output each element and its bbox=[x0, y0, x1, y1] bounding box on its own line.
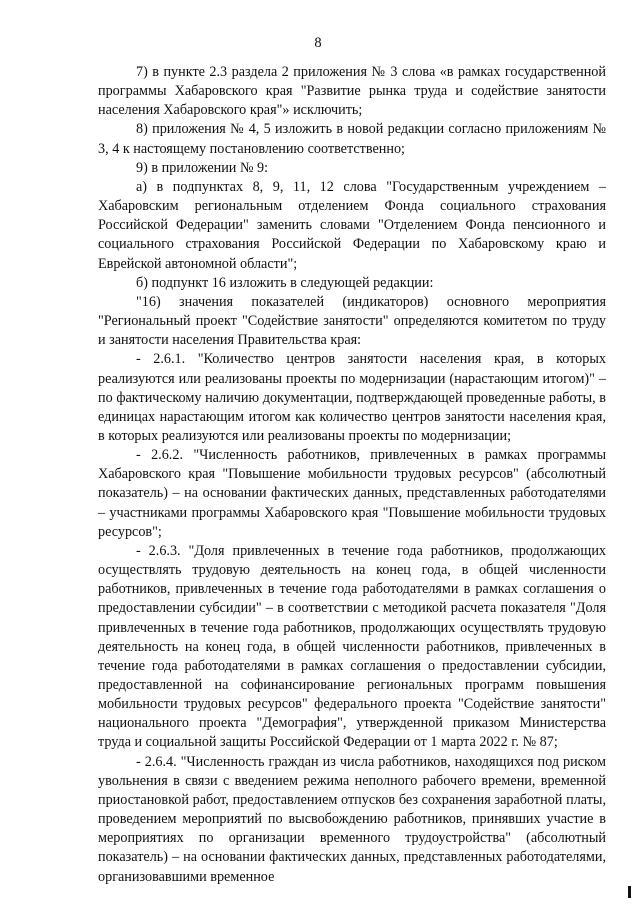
paragraph-indicator-2-6-3: - 2.6.3. "Доля привлеченных в течение года работников, продолжающих осуществлять трудовую деятельность на конец года, в общей численности работников, привлеченных в течение года работодателями в рамках соглашения о предоставлении субсидии" – в соответствии с методикой расчета показателя "Доля привлеченных в течение года работников, продолжающих осуществлять трудовую деятельность на конец года, в общей численности работников, привлеченных в течение года работодателями в рамках соглашения о предоставлении субсидии, предоставленной на софинансирование региональных программ повышения мобильности трудовых ресурсов" федерального проекта "Содействие занятости" национального проекта "Демография", утвержденной приказом Министерства труда и социальной защиты Российской Федерации от 1 марта 2022 г. № 87; bbox=[98, 542, 606, 751]
paragraph-item-8: 8) приложения № 4, 5 изложить в новой редакции согласно приложениям № 3, 4 к настоящему постановлению соответственно; bbox=[98, 121, 606, 157]
paragraph-indicator-2-6-1: - 2.6.1. "Количество центров занятости населения края, в которых реализуются или реализованы проекты по модернизации (нарастающим итогом)" – по фактическому наличию документации, подтверждающей проведенные работы, в единицах нарастающим итогом как количество центров занятости населения края, в которых реализуются или реализованы проекты по модернизации; bbox=[98, 351, 606, 444]
page-number: 8 bbox=[314, 35, 322, 51]
paragraph-subpoint-16: "16) значения показателей (индикаторов) основного мероприятия "Региональный проект "Содействие занятости" определяются комитетом по труду и занятости населения Правительства края: bbox=[98, 293, 606, 349]
document-body bbox=[98, 63, 606, 887]
paragraph-subitem-b: б) подпункт 16 изложить в следующей редакции: bbox=[136, 274, 434, 291]
scan-mark bbox=[628, 886, 631, 898]
paragraph-indicator-2-6-2: - 2.6.2. "Численность работников, привлеченных в рамках программы Хабаровского края "Повышение мобильности трудовых ресурсов" (абсолютный показатель) – на основании фактических данных, представленных работодателями – участниками программы Хабаровского края "Повышение мобильности трудовых ресурсов"; bbox=[98, 447, 606, 540]
paragraph-indicator-2-6-4: - 2.6.4. "Численность граждан из числа работников, находящихся под риском увольнения в связи с введением режима неполного рабочего времени, временной приостановкой работ, предоставлением отпусков без сохранения заработной платы, проведением мероприятий по высвобождению работников, принявших участие в мероприятиях по организации временного трудоустройства" (абсолютный показатель) – на основании фактических данных, представленных работодателями, организовавшими временное bbox=[98, 753, 606, 885]
paragraph-subitem-a: а) в подпунктах 8, 9, 11, 12 слова "Государственным учреждением – Хабаровским региональным отделением Фонда социального страхования Российской Федерации" заменить словами "Отделением Фонда пенсионного и социального страхования Российской Федерации по Хабаровскому краю и Еврейской автономной области"; bbox=[98, 178, 606, 272]
paragraph-item-7: 7) в пункте 2.3 раздела 2 приложения № 3 слова «в рамках государственной программы Хабаровского края "Развитие рынка труда и содействие занятости населения Хабаровского края"» исключить; bbox=[98, 64, 606, 119]
paragraph-item-9: 9) в приложении № 9: bbox=[136, 159, 269, 176]
